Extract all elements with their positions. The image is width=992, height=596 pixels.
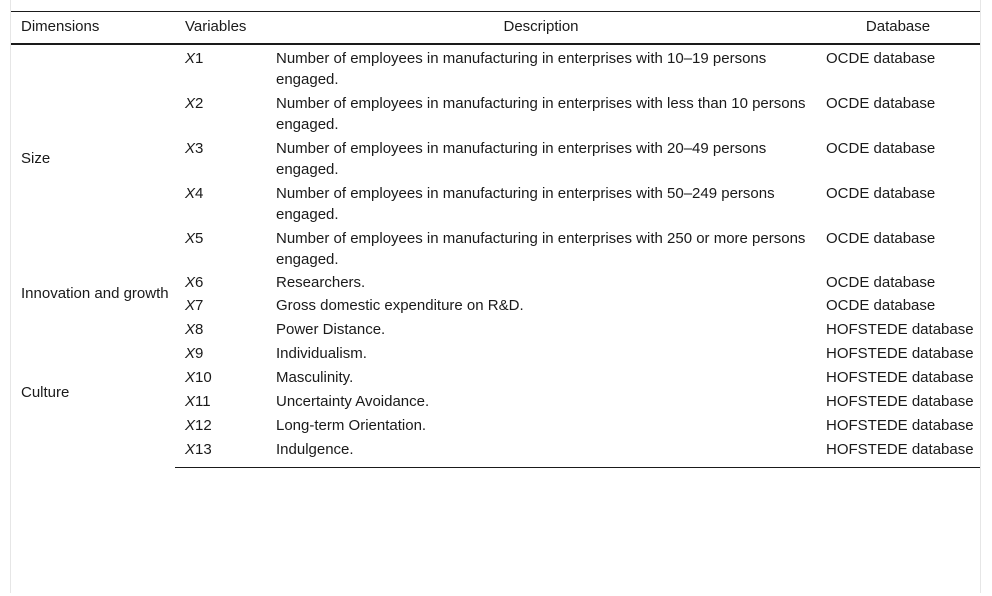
dimension-innovation: Innovation and growth (21, 285, 169, 302)
header-description: Description (266, 12, 816, 44)
variable-cell: X9 (185, 344, 204, 362)
description-cell: Researchers. (276, 273, 366, 291)
variable-cell: X7 (185, 296, 204, 314)
dimension-size: Size (21, 150, 51, 167)
table-row (11, 316, 980, 340)
variable-cell: X3 (185, 139, 204, 157)
database-cell: OCDE database (826, 94, 936, 112)
description-cell: Individualism. (276, 344, 367, 362)
table-row (11, 44, 980, 90)
description-cell: Number of employees in manufacturing in enterprises with 50–249 persons engaged. (276, 184, 775, 223)
variable-cell: X10 (185, 368, 212, 386)
description-cell: Long-term Orientation. (276, 416, 427, 434)
header-database: Database (816, 12, 980, 44)
database-cell: HOFSTEDE database (826, 320, 974, 338)
description-cell: Number of employees in manufacturing in enterprises with 250 or more persons engaged. (276, 229, 806, 268)
dimension-culture: Culture (21, 384, 70, 402)
header-row (11, 12, 980, 44)
variable-cell: X1 (185, 49, 204, 67)
variable-cell: X6 (185, 273, 204, 291)
table-row (11, 270, 980, 293)
database-cell: OCDE database (826, 229, 936, 247)
variable-cell: X13 (175, 436, 266, 468)
description-cell: Uncertainty Avoidance. (276, 392, 430, 410)
header-variables: Variables (175, 12, 266, 44)
description-cell: Power Distance. (276, 320, 386, 338)
database-cell: OCDE database (826, 49, 936, 67)
database-cell: OCDE database (826, 184, 936, 202)
description-cell: Number of employees in manufacturing in enterprises with 10–19 persons engaged. (276, 49, 767, 88)
variable-cell: X2 (185, 94, 204, 112)
header-dimensions: Dimensions (11, 12, 175, 44)
variable-cell: X8 (185, 320, 204, 338)
description-cell: Number of employees in manufacturing in enterprises with 20–49 persons engaged. (276, 139, 767, 178)
variables-table (11, 11, 980, 468)
variable-cell: X11 (185, 392, 211, 410)
description-cell: Indulgence. (266, 436, 816, 468)
variable-cell: X12 (185, 416, 212, 434)
database-cell: OCDE database (826, 139, 936, 157)
variable-cell: X4 (185, 184, 204, 202)
database-cell: HOFSTEDE database (816, 436, 980, 468)
database-cell: HOFSTEDE database (826, 416, 974, 434)
description-cell: Gross domestic expenditure on R&D. (276, 296, 524, 314)
variable-cell: X5 (185, 229, 204, 247)
description-cell: Number of employees in manufacturing in enterprises with less than 10 persons engaged. (276, 94, 806, 133)
database-cell: HOFSTEDE database (826, 368, 974, 386)
database-cell: HOFSTEDE database (826, 392, 974, 410)
database-cell: HOFSTEDE database (826, 344, 974, 362)
description-cell: Masculinity. (276, 368, 354, 386)
database-cell: OCDE database (826, 273, 936, 291)
database-cell: OCDE database (826, 296, 936, 314)
